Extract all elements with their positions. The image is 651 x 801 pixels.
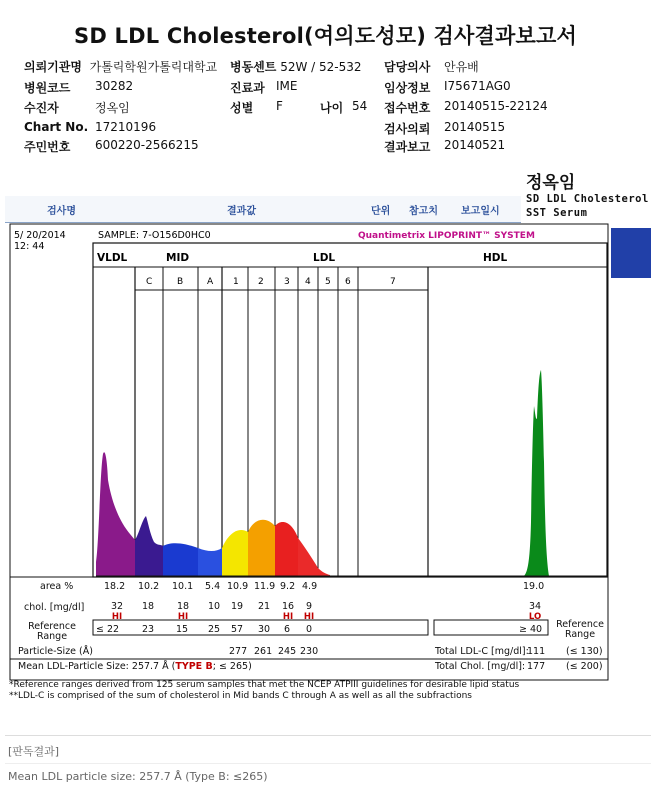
report-patient-name: 정옥임 bbox=[526, 173, 576, 193]
info-key: 접수번호 bbox=[384, 101, 431, 115]
chol-flag: LO bbox=[528, 612, 542, 622]
mean-ldl-type: TYPE B bbox=[175, 661, 213, 672]
area-value: 5.4 bbox=[205, 581, 221, 592]
chol-number: 34 bbox=[528, 601, 542, 612]
info-value: I75671AG0 bbox=[444, 79, 511, 93]
footnote: **LDL-C is comprised of the sum of cholesterol in Mid bands C through A as well as all the subfractions bbox=[9, 691, 472, 701]
info-key: 검사의뢰 bbox=[384, 122, 431, 136]
area-value-hdl: 19.0 bbox=[523, 581, 545, 592]
ref-value: 23 bbox=[142, 624, 155, 635]
band-label: 2 bbox=[258, 277, 264, 287]
info-row bbox=[384, 58, 430, 75]
interpretation-text: Mean LDL particle size: 257.7 Å (Type B: ≤265) bbox=[8, 770, 268, 783]
footnote: *Reference ranges derived from 125 serum samples that met the NCEP ATPIII guidelines for desirable lipid status bbox=[9, 680, 520, 690]
chart-sample: SAMPLE: 7-O156D0HC0 bbox=[98, 230, 211, 241]
group-label-hdl: HDL bbox=[483, 252, 508, 264]
peak-mid-c bbox=[135, 516, 163, 576]
result-header bbox=[5, 196, 521, 223]
chol-number: 18 bbox=[176, 601, 190, 612]
mean-ldl-size bbox=[18, 661, 252, 672]
chol-value bbox=[281, 601, 295, 622]
info-row bbox=[384, 79, 430, 96]
chol-value: 19 bbox=[231, 601, 244, 612]
ref-value: ≤ 22 bbox=[96, 624, 120, 635]
info-key: 병원코드 bbox=[24, 81, 71, 95]
chol-value bbox=[176, 601, 190, 622]
header-result: 결과값 bbox=[227, 206, 256, 217]
info-value: IME bbox=[276, 79, 298, 93]
chol-flag: HI bbox=[111, 612, 123, 622]
info-value: 안유배 bbox=[444, 60, 479, 74]
chol-value bbox=[110, 601, 124, 622]
info-key: 수진자 bbox=[24, 101, 59, 115]
row-label-size: Particle-Size (Å) bbox=[18, 646, 93, 657]
bottom-divider bbox=[5, 735, 651, 736]
area-value: 10.2 bbox=[138, 581, 160, 592]
info-value: 가톨릭학원가톨릭대학교 bbox=[89, 60, 218, 74]
header-unit: 단위 bbox=[371, 206, 391, 217]
total-ldl-label: Total LDL-C [mg/dl]: bbox=[435, 646, 529, 657]
row-label-chol: chol. [mg/dl] bbox=[24, 602, 85, 613]
group-label-mid: MID bbox=[166, 252, 190, 264]
peak-ldl-4 bbox=[298, 538, 330, 576]
area-value: 10.1 bbox=[172, 581, 194, 592]
report-test-name bbox=[526, 192, 649, 220]
info-row bbox=[24, 58, 217, 75]
band-label: 4 bbox=[305, 277, 311, 287]
ref-value: 57 bbox=[231, 624, 244, 635]
total-chol-label: Total Chol. [mg/dl]: bbox=[435, 661, 526, 672]
chol-value: 10 bbox=[208, 601, 221, 612]
band-label: A bbox=[207, 277, 214, 287]
info-key: 결과보고 bbox=[384, 140, 431, 154]
size-value: 277 bbox=[229, 646, 248, 657]
chart-date: 5/ 20/2014 bbox=[14, 230, 66, 241]
chart-system: Quantimetrix LIPOPRINT™ SYSTEM bbox=[358, 231, 535, 241]
info-row bbox=[24, 120, 88, 134]
total-ldl-ref: (≤ 130) bbox=[566, 646, 603, 657]
total-chol-ref: (≤ 200) bbox=[566, 661, 603, 672]
row-label-ref: Reference Range bbox=[28, 621, 76, 642]
info-row bbox=[320, 99, 343, 116]
report-title: SD LDL Cholesterol(여의도성모) 검사결과보고서 bbox=[74, 24, 577, 48]
chol-value bbox=[302, 601, 316, 622]
band-label: B bbox=[177, 277, 184, 287]
ref-side-label: Reference Range bbox=[556, 619, 604, 640]
info-value: 54 bbox=[352, 99, 368, 113]
group-label-vldl: VLDL bbox=[97, 252, 128, 264]
lipoprint-chart bbox=[0, 222, 651, 682]
area-value: 18.2 bbox=[104, 581, 126, 592]
info-key: 성별 bbox=[230, 101, 254, 115]
info-row bbox=[230, 58, 362, 75]
info-row bbox=[384, 99, 430, 116]
info-row bbox=[384, 138, 430, 155]
info-value: 30282 bbox=[95, 79, 134, 93]
total-ldl-value: 111 bbox=[527, 646, 546, 657]
info-key: 나이 bbox=[320, 101, 344, 115]
info-value: 600220-2566215 bbox=[95, 138, 199, 152]
area-value: 9.2 bbox=[280, 581, 296, 592]
info-key: 병동센트 bbox=[230, 60, 277, 74]
row-label-area: area % bbox=[40, 581, 74, 592]
peak-mid-b bbox=[163, 543, 198, 576]
mean-ldl-tail: ; ≤ 265) bbox=[212, 661, 252, 672]
report-test-line: SST Serum bbox=[526, 207, 588, 219]
peak-ldl-3 bbox=[275, 522, 298, 576]
header-test-name: 검사명 bbox=[47, 206, 76, 217]
ref-value-hdl: ≥ 40 bbox=[519, 624, 543, 635]
chol-number: 32 bbox=[110, 601, 124, 612]
size-value: 245 bbox=[278, 646, 297, 657]
band-label: 5 bbox=[325, 277, 331, 287]
size-value: 261 bbox=[254, 646, 273, 657]
chart-time: 12: 44 bbox=[14, 241, 45, 252]
header-report-date: 보고일시 bbox=[461, 206, 500, 217]
report-test-line: SD LDL Cholesterol bbox=[526, 193, 649, 205]
peak-ldl-2 bbox=[248, 520, 275, 576]
band-label: 1 bbox=[233, 277, 239, 287]
area-value: 4.9 bbox=[302, 581, 318, 592]
info-row bbox=[384, 120, 430, 137]
info-value: 17210196 bbox=[95, 120, 157, 134]
band-label: C bbox=[146, 277, 153, 287]
ref-value: 0 bbox=[306, 624, 313, 635]
info-value: 정옥임 bbox=[95, 101, 130, 115]
total-chol-value: 177 bbox=[527, 661, 546, 672]
plot-frame bbox=[93, 243, 607, 577]
chol-number: 9 bbox=[305, 601, 313, 612]
header-reference: 참고치 bbox=[409, 206, 438, 217]
bottom-divider bbox=[5, 763, 651, 764]
chol-number: 16 bbox=[281, 601, 295, 612]
band-label: 7 bbox=[390, 277, 396, 287]
info-value: 52W / 52-532 bbox=[280, 60, 362, 74]
info-key: 주민번호 bbox=[24, 140, 71, 154]
interpretation-header: [판독결과] bbox=[8, 745, 60, 758]
group-label-ldl: LDL bbox=[313, 252, 336, 264]
info-row bbox=[24, 79, 70, 96]
info-value: F bbox=[276, 99, 283, 113]
size-value: 230 bbox=[300, 646, 319, 657]
area-value: 10.9 bbox=[227, 581, 249, 592]
band-label: 6 bbox=[345, 277, 351, 287]
chol-flag: HI bbox=[303, 612, 315, 622]
info-value: 20140515 bbox=[444, 120, 506, 134]
info-row bbox=[24, 99, 59, 116]
ref-value: 15 bbox=[176, 624, 189, 635]
chol-flag: HI bbox=[177, 612, 189, 622]
info-row bbox=[230, 99, 253, 116]
info-row bbox=[230, 79, 265, 96]
info-key: 진료과 bbox=[230, 81, 265, 95]
peak-vldl bbox=[96, 452, 135, 576]
info-row bbox=[24, 138, 70, 155]
peak-hdl bbox=[524, 370, 549, 576]
mean-ldl-text: Mean LDL-Particle Size: 257.7 Å ( bbox=[18, 661, 176, 672]
area-value: 11.9 bbox=[254, 581, 276, 592]
chol-value: 18 bbox=[142, 601, 155, 612]
peaks bbox=[96, 370, 607, 576]
info-value: 20140521 bbox=[444, 138, 506, 152]
peak-ldl-1 bbox=[222, 530, 248, 576]
info-value: 20140515-22124 bbox=[444, 99, 548, 113]
band-label: 3 bbox=[284, 277, 290, 287]
chol-value-hdl bbox=[528, 601, 542, 622]
info-key: 임상정보 bbox=[384, 81, 431, 95]
peak-mid-a bbox=[198, 548, 222, 576]
ref-value: 30 bbox=[258, 624, 271, 635]
info-key: 의뢰기관명 bbox=[24, 60, 82, 74]
chol-flag: HI bbox=[282, 612, 294, 622]
info-key: Chart No. bbox=[24, 120, 89, 134]
chol-value: 21 bbox=[258, 601, 271, 612]
ref-value: 25 bbox=[208, 624, 221, 635]
info-key: 담당의사 bbox=[384, 60, 431, 74]
ref-value: 6 bbox=[284, 624, 291, 635]
